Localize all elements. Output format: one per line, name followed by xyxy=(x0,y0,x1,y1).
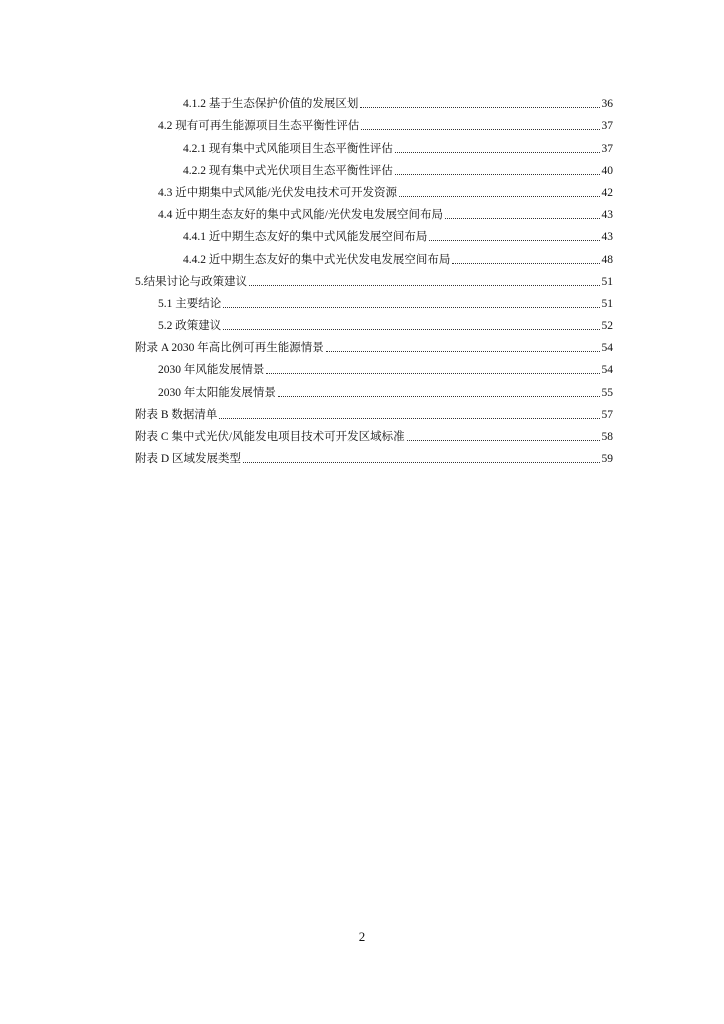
toc-entry[interactable] xyxy=(135,178,613,200)
toc-entry-page: 48 xyxy=(601,253,613,266)
toc-entry[interactable] xyxy=(135,200,613,222)
toc-entry-label: 4.2 现有可再生能源项目生态平衡性评估 xyxy=(158,120,360,133)
toc-leader-dots xyxy=(223,307,599,308)
toc-entry[interactable] xyxy=(135,400,613,422)
toc-entry[interactable] xyxy=(135,111,613,133)
toc-entry-page: 43 xyxy=(601,209,613,222)
toc-entry-label: 附表 D 区域发展类型 xyxy=(135,453,242,466)
toc-entry-label: 4.3 近中期集中式风能/光伏发电技术可开发资源 xyxy=(158,186,397,199)
toc-entry-page: 54 xyxy=(601,342,613,355)
toc-entry-label: 5.1 主要结论 xyxy=(158,297,222,310)
toc-entry-label: 附表 C 集中式光伏/风能发电项目技术可开发区域标准 xyxy=(135,431,405,443)
toc-entry-label: 附表 B 数据清单 xyxy=(135,408,218,421)
toc-leader-dots xyxy=(266,373,599,374)
toc-leader-dots xyxy=(219,418,599,419)
toc-entry-page: 37 xyxy=(601,142,613,155)
toc-entry-page: 36 xyxy=(601,98,613,111)
toc-entry-page: 42 xyxy=(601,186,613,199)
toc-entry-page: 40 xyxy=(601,164,613,177)
toc-entry-label: 2030 年太阳能发展情景 xyxy=(158,386,276,399)
toc-entry[interactable] xyxy=(135,355,613,377)
toc-leader-dots xyxy=(445,218,600,219)
toc-entry[interactable] xyxy=(135,377,613,399)
toc-entry[interactable] xyxy=(135,289,613,311)
toc-entry-page: 55 xyxy=(601,386,613,399)
toc-entry-page: 43 xyxy=(601,231,613,244)
toc-entry[interactable] xyxy=(135,156,613,178)
toc-entry[interactable] xyxy=(135,222,613,244)
toc-entry-label: 4.4 近中期生态友好的集中式风能/光伏发电发展空间布局 xyxy=(158,209,443,222)
toc-leader-dots xyxy=(249,285,599,286)
toc-entry-label: 4.2.2 现有集中式光伏项目生态平衡性评估 xyxy=(183,164,393,177)
page-number: 2 xyxy=(358,929,366,944)
toc-entry-page: 59 xyxy=(601,453,613,466)
toc-entry-page: 51 xyxy=(601,275,613,288)
table-of-contents xyxy=(135,89,613,466)
toc-entry[interactable] xyxy=(135,133,613,155)
toc-entry-label: 附录 A 2030 年高比例可再生能源情景 xyxy=(135,342,324,355)
toc-leader-dots xyxy=(395,174,600,175)
toc-leader-dots xyxy=(429,240,599,241)
toc-entry-page: 58 xyxy=(601,431,613,443)
toc-entry-label: 4.4.1 近中期生态友好的集中式风能发展空间布局 xyxy=(183,231,428,244)
toc-entry-page: 37 xyxy=(601,120,613,133)
toc-entry[interactable] xyxy=(135,311,613,333)
toc-entry-label: 4.2.1 现有集中式风能项目生态平衡性评估 xyxy=(183,142,393,155)
toc-entry-label: 2030 年风能发展情景 xyxy=(158,364,265,377)
toc-entry-page: 57 xyxy=(601,408,613,421)
toc-leader-dots xyxy=(223,329,599,330)
toc-entry[interactable] xyxy=(135,89,613,111)
toc-entry-page: 51 xyxy=(601,297,613,310)
toc-entry[interactable] xyxy=(135,267,613,289)
toc-leader-dots xyxy=(452,263,599,264)
toc-leader-dots xyxy=(278,396,600,397)
toc-leader-dots xyxy=(326,351,600,352)
toc-entry-page: 52 xyxy=(601,320,613,333)
toc-entry-label: 4.1.2 基于生态保护价值的发展区划 xyxy=(183,98,359,111)
toc-entry[interactable] xyxy=(135,444,613,466)
toc-leader-dots xyxy=(243,462,599,463)
toc-leader-dots xyxy=(360,107,599,108)
toc-entry[interactable] xyxy=(135,333,613,355)
toc-leader-dots xyxy=(361,129,599,130)
toc-leader-dots xyxy=(399,196,600,197)
toc-leader-dots xyxy=(395,152,600,153)
toc-entry[interactable] xyxy=(135,244,613,266)
toc-leader-dots xyxy=(407,440,600,441)
toc-entry-label: 5.2 政策建议 xyxy=(158,320,222,333)
toc-entry-label: 4.4.2 近中期生态友好的集中式光伏发电发展空间布局 xyxy=(183,253,451,266)
toc-entry[interactable] xyxy=(135,422,613,444)
toc-entry-page: 54 xyxy=(601,364,613,377)
toc-entry-label: 5.结果讨论与政策建议 xyxy=(135,275,248,288)
